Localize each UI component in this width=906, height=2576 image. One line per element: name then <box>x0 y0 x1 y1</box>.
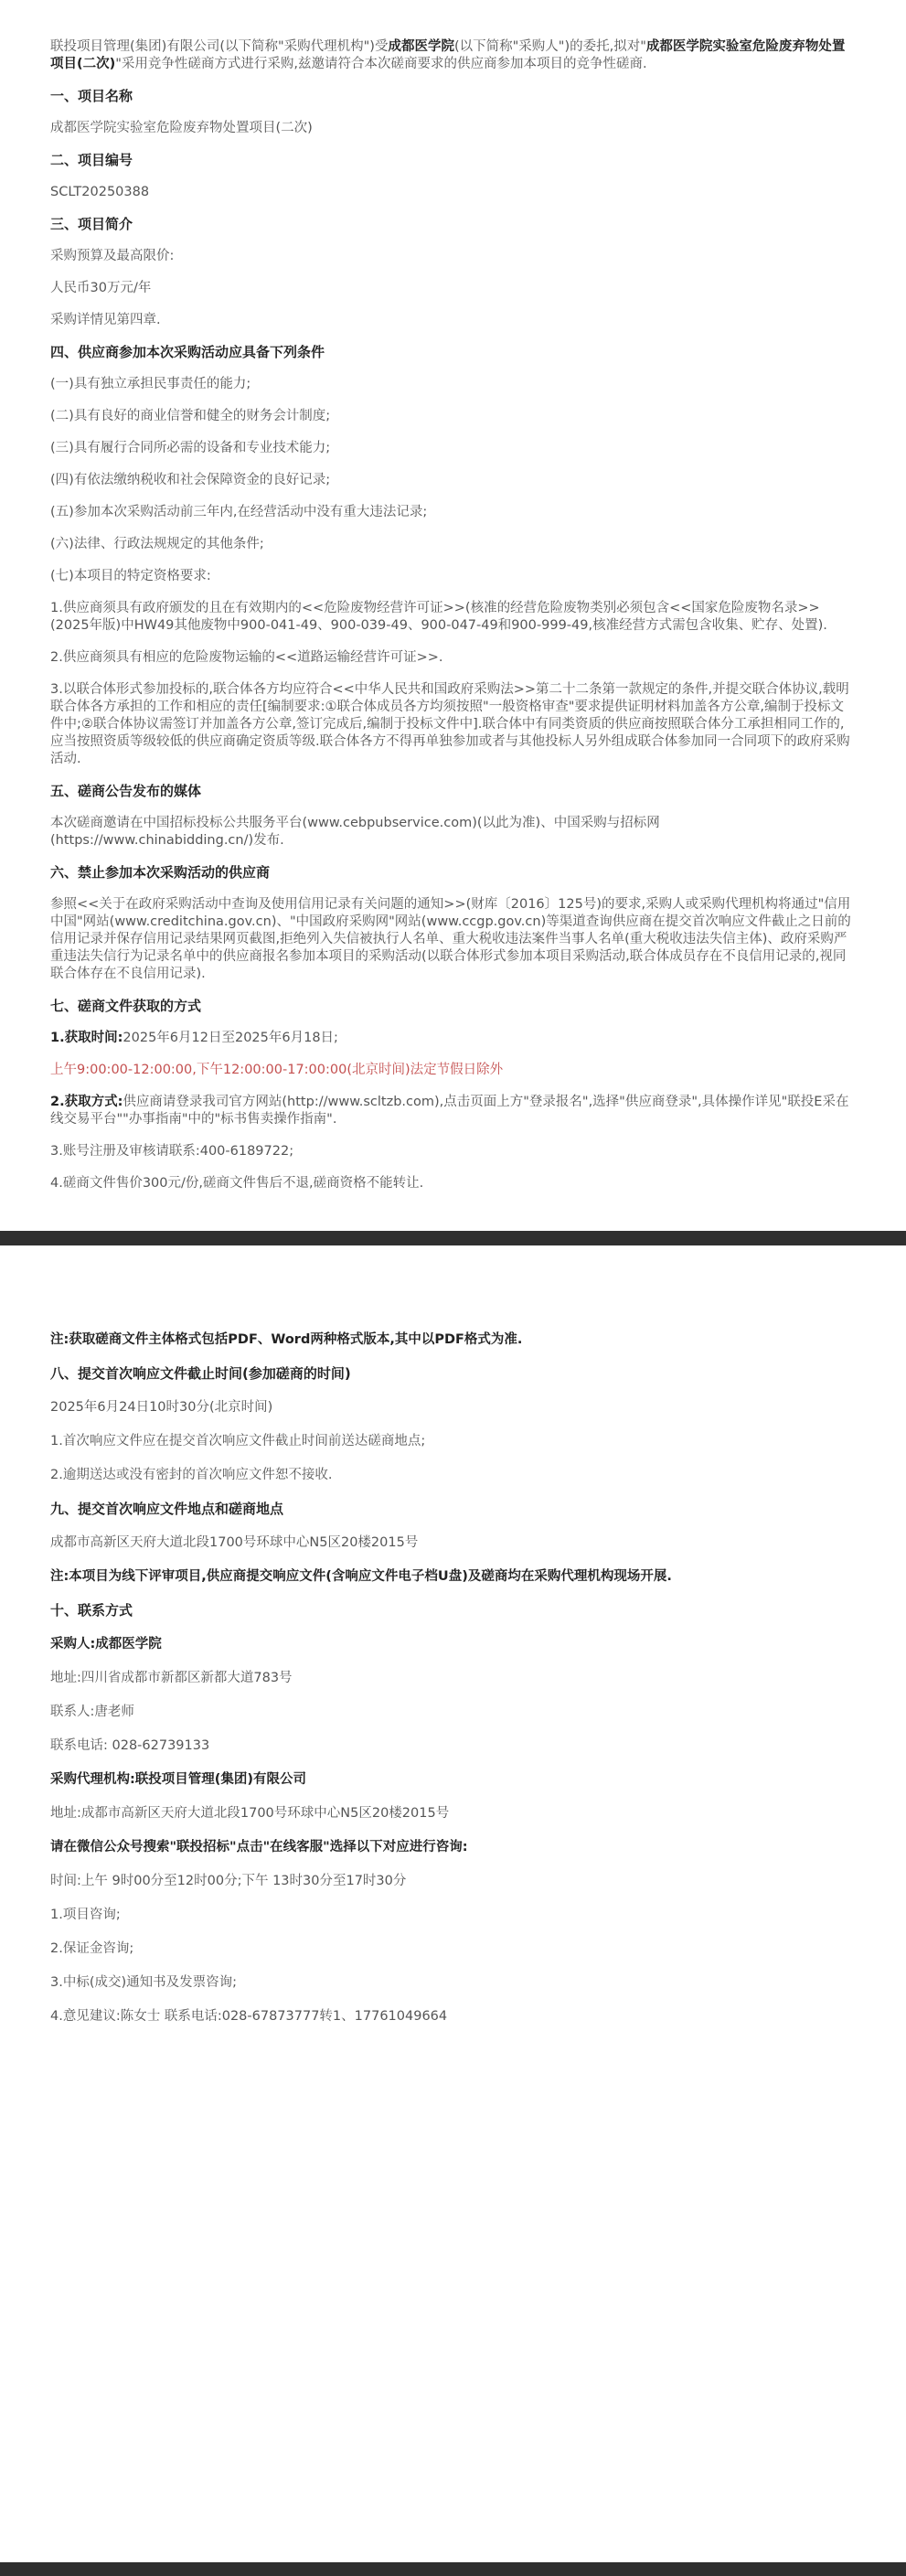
section-10-title: 十、联系方式 <box>50 1602 133 1619</box>
document-price: 4.磋商文件售价300元/份,磋商文件售后不退,磋商资格不能转让. <box>50 1176 424 1191</box>
document-page-2 <box>0 1245 906 2562</box>
section-9-title: 九、提交首次响应文件地点和磋商地点 <box>50 1501 284 1517</box>
page-separator <box>0 1231 906 1245</box>
acquisition-time-value: 2025年6月12日至2025年6月18日; <box>123 1031 338 1045</box>
deadline-time: 2025年6月24日10时30分(北京时间) <box>50 1400 273 1415</box>
deadline-note-1: 1.首次响应文件应在提交首次响应文件截止时间前送达磋商地点; <box>50 1434 426 1448</box>
offline-review-note: 注:本项目为线下评审项目,供应商提交响应文件(含响应文件电子档U盘)及磋商均在采购代理机构现场开展. <box>50 1569 672 1584</box>
section-3-title: 三、项目简介 <box>50 216 133 232</box>
section-5-title: 五、磋商公告发布的媒体 <box>50 783 202 799</box>
publication-media: 本次磋商邀请在中国招标投标公共服务平台(www.cebpubservice.com)(以此为准)、中国采购与招标网(https://www.chinabidding.cn/)发布. <box>50 816 660 848</box>
requirement-item: (六)法律、行政法规规定的其他条件; <box>50 537 264 551</box>
intro-text-c: (以下简称"采购人")的委托,拟对" <box>453 39 646 54</box>
specific-requirement-1: 1.供应商须具有政府颁发的且在有效期内的<<危险废物经营许可证>>(核准的经营危险废物类别必须包含<<国家危险废物名录>>(2025年版)中HW49其他废物中900-041-49、900-039-49、900-047-49和900-999-49,核准经营方式需包含收集、贮存、处置). <box>50 601 827 633</box>
specific-requirement-2: 2.供应商须具有相应的危险废物运输的<<道路运输经营许可证>>. <box>50 650 443 665</box>
section-8-title: 八、提交首次响应文件截止时间(参加磋商的时间) <box>50 1365 351 1382</box>
specific-requirement-3: 3.以联合体形式参加投标的,联合体各方均应符合<<中华人民共和国政府采购法>>第二十二条第一款规定的条件,并提交联合体协议,载明联合体各方承担的工作和相应的责任[编制要求:①联合体成员各方均须按照"一般资格审查"要求提供证明材料加盖各方公章,编制于投标文件中;②联合体协议需签订并加盖各方公章,签订完成后,编制于投标文件中].联合体中有同类资质的供应商按照联合体分工承担相同工作的,应当按照资质等级较低的供应商确定资质等级.联合体各方不得再单独参加或者与其他投标人另外组成联合体参加同一合同项下的政府采购活动. <box>50 682 850 766</box>
consult-item: 4.意见建议:陈女士 联系电话:028-67873777转1、17761049664 <box>50 2009 448 2024</box>
page-1-content <box>50 38 857 1207</box>
acquisition-method-value: 供应商请登录我司官方网站(http://www.scltzb.com),点击页面上方"登录报名",选择"供应商登录",具体操作详见"联投E采在线交易平台""办事指南"中的"标书售卖操作指南". <box>50 1095 849 1127</box>
intro-buyer-name: 成都医学院 <box>388 39 454 54</box>
intro-project-name: 成都医学院实验室危险废弃物处置项目(二次) <box>50 39 846 71</box>
intro-text-a: 联投项目管理(集团)有限公司(以下简称"采购代理机构")受 <box>50 39 389 54</box>
service-hours: 时间:上午 9时00分至12时00分;下午 13时30分至17时30分 <box>50 1874 407 1888</box>
requirement-item: (一)具有独立承担民事责任的能力; <box>50 377 251 391</box>
agency-address: 地址:成都市高新区天府大道北段1700号环球中心N5区20楼2015号 <box>50 1806 450 1821</box>
buyer-label: 采购人:成都医学院 <box>50 1637 162 1651</box>
acquisition-time-label: 1.获取时间: <box>50 1031 123 1045</box>
requirement-item: (四)有依法缴纳税收和社会保障资金的良好记录; <box>50 473 331 487</box>
section-4-title: 四、供应商参加本次采购活动应具备下列条件 <box>50 344 325 360</box>
requirement-item: (五)参加本次采购活动前三年内,在经营活动中没有重大违法记录; <box>50 505 428 519</box>
section-1-title: 一、项目名称 <box>50 88 133 104</box>
procurement-detail-note: 采购详情见第四章. <box>50 313 161 327</box>
project-number: SCLT20250388 <box>50 185 150 199</box>
submission-address: 成都市高新区天府大道北段1700号环球中心N5区20楼2015号 <box>50 1535 419 1550</box>
deadline-note-2: 2.逾期送达或没有密封的首次响应文件恕不接收. <box>50 1468 333 1482</box>
requirement-item: (三)具有履行合同所必需的设备和专业技术能力; <box>50 441 331 455</box>
format-note: 注:获取磋商文件主体格式包括PDF、Word两种格式版本,其中以PDF格式为准. <box>50 1332 523 1347</box>
requirement-item: (二)具有良好的商业信誉和健全的财务会计制度; <box>50 409 331 423</box>
consult-item: 1.项目咨询; <box>50 1908 121 1922</box>
requirement-item: (七)本项目的特定资格要求: <box>50 569 211 583</box>
acquisition-hours: 上午9:00:00-12:00:00,下午12:00:00-17:00:00(北京时间)法定节假日除外 <box>50 1063 504 1077</box>
project-name: 成都医学院实验室危险废弃物处置项目(二次) <box>50 121 313 135</box>
consult-item: 2.保证金咨询; <box>50 1941 134 1956</box>
prohibited-suppliers: 参照<<关于在政府采购活动中查询及使用信用记录有关问题的通知>>(财库〔2016〕125号)的要求,采购人或采购代理机构将通过"信用中国"网站(www.creditchina.gov.cn)、"中国政府采购网"网站(www.ccgp.gov.cn)等渠道查询供应商在提交首次响应文件截止之日前的信用记录并保存信用记录结果网页截图,拒绝列入失信被执行人名单、重大税收违法案件当事人名单(重大税收违法失信主体)、政府采购严重违法失信行为记录名单中的供应商报名参加本项目的采购活动(以联合体形式参加本项目采购活动,联合体成员存在不良信用记录的,视同联合体存在不良信用记录). <box>50 897 851 981</box>
acquisition-method-label: 2.获取方式: <box>50 1095 123 1109</box>
intro-text-e: "采用竞争性磋商方式进行采购,兹邀请符合本次磋商要求的供应商参加本项目的竞争性磋商. <box>115 57 647 71</box>
buyer-phone: 联系电话: 028-62739133 <box>50 1738 210 1753</box>
budget-value: 人民币30万元/年 <box>50 281 152 295</box>
section-6-title: 六、禁止参加本次采购活动的供应商 <box>50 864 271 881</box>
page-2-content <box>50 1331 857 2042</box>
budget-label: 采购预算及最高限价: <box>50 249 175 263</box>
buyer-contact: 联系人:唐老师 <box>50 1705 134 1719</box>
registration-contact: 3.账号注册及审核请联系:400-6189722; <box>50 1144 294 1159</box>
intro-paragraph <box>50 38 857 73</box>
agency-label: 采购代理机构:联投项目管理(集团)有限公司 <box>50 1772 307 1787</box>
page-separator-bottom <box>0 2562 906 2576</box>
section-2-title: 二、项目编号 <box>50 152 133 168</box>
consult-item: 3.中标(成交)通知书及发票咨询; <box>50 1975 238 1990</box>
section-7-title: 七、磋商文件获取的方式 <box>50 998 202 1014</box>
acquisition-time <box>50 1030 857 1047</box>
buyer-address: 地址:四川省成都市新都区新都大道783号 <box>50 1671 293 1685</box>
document-page-1 <box>0 0 906 1231</box>
acquisition-method <box>50 1094 857 1128</box>
wechat-instruction: 请在微信公众号搜索"联投招标"点击"在线客服"选择以下对应进行咨询: <box>50 1840 468 1855</box>
